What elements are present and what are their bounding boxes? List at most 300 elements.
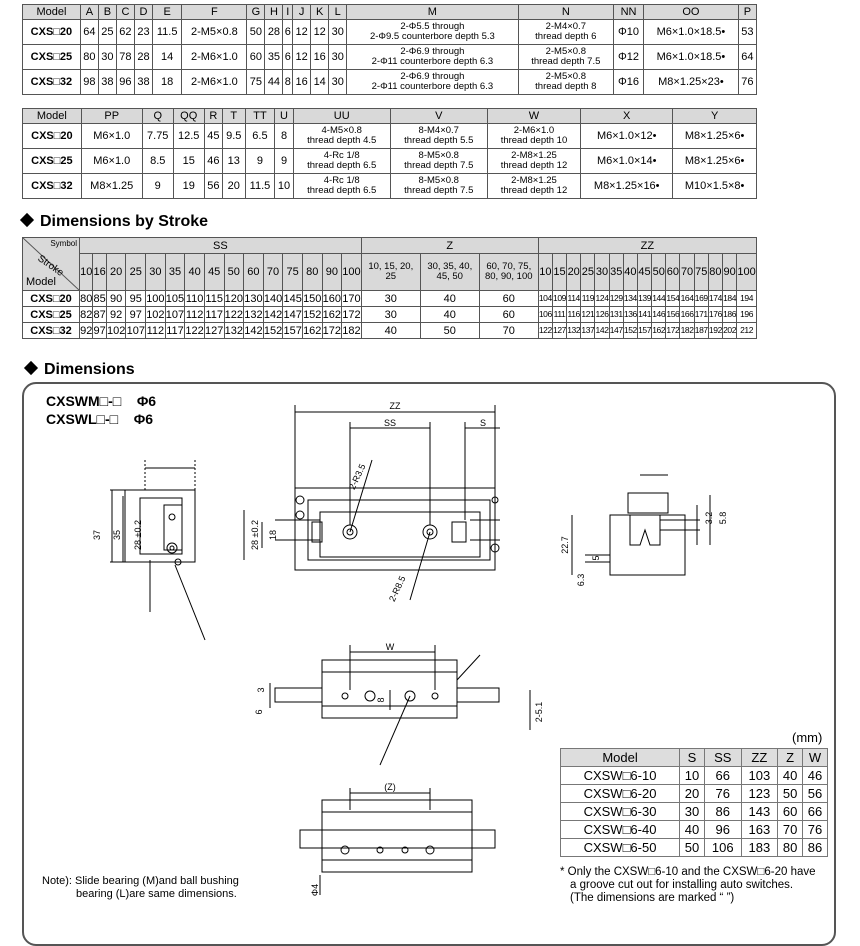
ss-value: 120 <box>224 292 243 305</box>
column-header: V <box>390 109 487 124</box>
zz-value: 126 <box>595 307 609 323</box>
table-cell: 76 <box>738 70 756 95</box>
size-value: 40 <box>680 821 705 839</box>
table-cell: M8×1.25×16• <box>581 174 673 199</box>
table-cell: 2-M5×0.8 <box>182 20 247 45</box>
table-cell: 25 <box>98 20 116 45</box>
size-value: 66 <box>803 803 828 821</box>
stroke-zz-header: 70 <box>680 254 694 291</box>
stroke-ss-header: 20 <box>106 254 126 291</box>
stroke-zz-header: 60 <box>666 254 680 291</box>
stroke-row <box>23 323 757 339</box>
column-header: H <box>265 5 283 20</box>
section-title-stroke <box>22 213 208 231</box>
zz-value: 164 <box>680 291 694 307</box>
stroke-ss-header: 45 <box>204 254 224 291</box>
ss-value: 115 <box>205 292 223 305</box>
table-cell: 23 <box>134 20 152 45</box>
dim-3: 3 <box>256 687 266 693</box>
column-header: TT <box>245 109 275 124</box>
table-cell: 2-M6×1.0 thread depth 10 <box>487 124 580 149</box>
stroke-zz-header: 90 <box>723 254 737 291</box>
table-cell: 14 <box>311 70 329 95</box>
size-value: 56 <box>803 785 828 803</box>
zz-value: 144 <box>652 291 666 307</box>
ss-value: 160 <box>322 292 342 305</box>
column-header: QQ <box>173 109 204 124</box>
table-cell: 2-M4×0.7 thread depth 6 <box>518 20 614 45</box>
stroke-row <box>23 307 757 323</box>
size-value: 106 <box>704 839 741 857</box>
zz-value: 176 <box>708 307 722 323</box>
dim-5: 5 <box>591 555 601 561</box>
table-cell: 19 <box>173 174 204 199</box>
ss-value: 110 <box>185 292 204 305</box>
table-cell: 9 <box>275 149 293 174</box>
table-cell: 2-Φ6.9 through 2-Φ11 counterbore depth 6.3 <box>347 45 518 70</box>
column-header: T <box>223 109 246 124</box>
column-header: Model <box>23 109 82 124</box>
zz-value: 192 <box>708 323 722 339</box>
group-ss: SS <box>80 238 362 254</box>
table-cell: 64 <box>80 20 98 45</box>
zz-value: 122 <box>538 323 552 339</box>
column-header: M <box>347 5 518 20</box>
stroke-z-header: 10, 15, 20, 25 <box>361 254 420 291</box>
zz-value: 187 <box>694 323 708 339</box>
size-row <box>561 767 828 785</box>
zz-value: 119 <box>581 291 595 307</box>
table-cell: 35 <box>265 45 283 70</box>
table-cell: 4-Rc 1/8 thread depth 6.5 <box>293 149 390 174</box>
zz-value: 157 <box>637 323 651 339</box>
ss-value: 182 <box>342 324 361 337</box>
ss-value: 162 <box>303 324 322 337</box>
dim-zz: ZZ <box>389 401 401 411</box>
column-header: R <box>204 109 222 124</box>
table-cell: Φ16 <box>614 70 644 95</box>
table-cell: M6×1.0 <box>81 149 142 174</box>
column-header: W <box>487 109 580 124</box>
ss-value: 152 <box>303 308 322 321</box>
table-cell: 12 <box>293 45 311 70</box>
column-header: UU <box>293 109 390 124</box>
table-cell: Φ12 <box>614 45 644 70</box>
table-cell: 4-Rc 1/8 thread depth 6.5 <box>293 174 390 199</box>
column-header: Q <box>142 109 173 124</box>
stroke-zz-header: 15 <box>552 254 566 291</box>
size-header: ZZ <box>741 749 778 767</box>
zz-value: 184 <box>723 291 737 307</box>
stroke-sub-header <box>23 254 757 291</box>
ss-value: 105 <box>165 292 185 305</box>
size-value: 46 <box>803 767 828 785</box>
zz-value: 196 <box>737 307 757 323</box>
model-size-1: Φ6 <box>136 393 157 409</box>
ss-value: 130 <box>244 292 263 305</box>
stroke-zz-header: 35 <box>609 254 623 291</box>
table-cell: 2-M6×1.0 <box>182 70 247 95</box>
stroke-zz-header: 75 <box>694 254 708 291</box>
model-cell: CXS□25 <box>23 45 81 70</box>
size-value: 10 <box>680 767 705 785</box>
column-header: B <box>98 5 116 20</box>
table-cell: 8 <box>275 124 293 149</box>
size-value: 20 <box>680 785 705 803</box>
column-header: N <box>518 5 614 20</box>
dim-5-8: 5.8 <box>718 511 728 525</box>
zz-value: 172 <box>666 323 680 339</box>
corner-stroke-label: Stroke <box>35 253 66 279</box>
table-cell: 80 <box>80 45 98 70</box>
size-value: 86 <box>704 803 741 821</box>
table-cell: 11.5 <box>152 20 181 45</box>
zz-value: 141 <box>637 307 651 323</box>
column-header: OO <box>644 5 739 20</box>
size-value: 50 <box>778 785 803 803</box>
column-header: F <box>182 5 247 20</box>
table-cell: 4-M5×0.8 thread depth 4.5 <box>293 124 390 149</box>
model-cell: CXS□32 <box>23 174 82 199</box>
ss-value: 102 <box>106 324 126 337</box>
size-header: S <box>680 749 705 767</box>
stroke-ss-header: 60 <box>244 254 264 291</box>
model-cell: CXS□25 <box>23 307 80 323</box>
column-header: PP <box>81 109 142 124</box>
model-line-1 <box>46 393 156 409</box>
stroke-zz-header: 40 <box>623 254 637 291</box>
table-cell: 15 <box>173 149 204 174</box>
ss-value: 107 <box>126 324 145 337</box>
z-value: 70 <box>479 323 538 339</box>
stroke-zz-header: 10 <box>538 254 552 291</box>
table-row <box>23 20 757 45</box>
diamond-bullet-icon <box>24 361 38 375</box>
zz-value: 212 <box>737 323 757 339</box>
ss-value: 150 <box>303 292 322 305</box>
size-value: 80 <box>778 839 803 857</box>
table-cell: 16 <box>293 70 311 95</box>
dim-18: 18 <box>268 529 278 541</box>
table-row <box>23 149 757 174</box>
corner-cell <box>23 238 80 291</box>
dim-35: 35 <box>112 529 122 541</box>
column-header: D <box>134 5 152 20</box>
stroke-ss-header: 10 <box>80 254 93 291</box>
table-cell: 46 <box>204 149 222 174</box>
zz-value: 137 <box>581 323 595 339</box>
dim-w: W <box>385 642 395 652</box>
column-header: J <box>293 5 311 20</box>
table-cell: 62 <box>116 20 134 45</box>
zz-value: 169 <box>694 291 708 307</box>
table-cell: 12.5 <box>173 124 204 149</box>
table-cell: 2-M8×1.25 thread depth 12 <box>487 149 580 174</box>
size-model: CXSW□6-20 <box>561 785 680 803</box>
z-value: 40 <box>420 307 479 323</box>
ss-value: 92 <box>106 307 126 323</box>
corner-model-label: Model <box>26 276 56 288</box>
table-cell: 28 <box>134 45 152 70</box>
column-header: P <box>738 5 756 20</box>
ss-value: 112 <box>146 324 165 337</box>
dim-2-5-1: 2-5.1 <box>534 701 544 723</box>
table-header-row <box>23 5 757 20</box>
table-cell: 11.5 <box>245 174 275 199</box>
size-header: Z <box>778 749 803 767</box>
z-value: 50 <box>420 323 479 339</box>
table-cell: 2-M5×0.8 thread depth 8 <box>518 70 614 95</box>
dim-37: 37 <box>92 529 102 541</box>
zz-value: 186 <box>723 307 737 323</box>
group-z: Z <box>361 238 538 254</box>
size-header: W <box>803 749 828 767</box>
table-cell: 30 <box>329 20 347 45</box>
ss-value: 85 <box>93 292 106 305</box>
zz-value: 121 <box>581 307 595 323</box>
ss-value: 107 <box>165 308 185 321</box>
stroke-ss-header: 70 <box>263 254 283 291</box>
stroke-ss-header: 16 <box>93 254 106 291</box>
table-cell: 8-M4×0.7 thread depth 5.5 <box>390 124 487 149</box>
table-cell: 9 <box>142 174 173 199</box>
size-value: 163 <box>741 821 778 839</box>
table-cell: 9.5 <box>223 124 246 149</box>
stroke-ss-header: 25 <box>126 254 146 291</box>
table-cell: M6×1.0×18.5• <box>644 20 739 45</box>
table-cell: 6.5 <box>245 124 275 149</box>
table-cell: 13 <box>223 149 246 174</box>
zz-value: 162 <box>652 323 666 339</box>
stroke-table <box>22 237 757 339</box>
ss-value: 82 <box>80 308 93 321</box>
zz-value: 111 <box>552 307 566 323</box>
zz-value: 132 <box>567 323 581 339</box>
stroke-z-header: 30, 35, 40, 45, 50 <box>420 254 479 291</box>
size-value: 103 <box>741 767 778 785</box>
table-cell: 78 <box>116 45 134 70</box>
column-header: NN <box>614 5 644 20</box>
zz-value: 142 <box>595 323 609 339</box>
table-cell: 50 <box>247 20 265 45</box>
stroke-ss-header: 35 <box>165 254 185 291</box>
stroke-ss-header: 40 <box>185 254 205 291</box>
column-header: C <box>116 5 134 20</box>
model-cell: CXS□32 <box>23 70 81 95</box>
size-value: 76 <box>803 821 828 839</box>
ss-value: 80 <box>80 292 93 305</box>
column-header: K <box>311 5 329 20</box>
model-line-2 <box>46 411 153 427</box>
table-cell: 8-M5×0.8 thread depth 7.5 <box>390 149 487 174</box>
table-cell: 2-M8×1.25 thread depth 12 <box>487 174 580 199</box>
stroke-ss-header: 90 <box>322 254 342 291</box>
column-header: Model <box>23 5 81 20</box>
table-cell: 6 <box>283 45 293 70</box>
stroke-group-header <box>23 238 757 254</box>
size-row <box>561 821 828 839</box>
dim-6-3: 6.3 <box>576 573 586 587</box>
ss-value: 92 <box>80 324 93 337</box>
zz-value: 104 <box>538 291 552 307</box>
model-cell: CXS□32 <box>23 323 80 339</box>
ss-value: 162 <box>322 308 342 321</box>
size-value: 76 <box>704 785 741 803</box>
dim-6: 6 <box>254 709 264 715</box>
ss-value: 142 <box>263 308 283 321</box>
size-value: 60 <box>778 803 803 821</box>
stroke-zz-header: 20 <box>567 254 581 291</box>
note-right-line-1: * Only the CXSW□6-10 and the CXSW□6-20 have <box>560 866 816 878</box>
note-left-line-2: bearing (L)are same dimensions. <box>76 888 237 900</box>
table-cell: Φ10 <box>614 20 644 45</box>
model-code-2: CXSWL□-□ <box>46 411 119 427</box>
zz-value: 136 <box>623 307 637 323</box>
zz-value: 109 <box>552 291 566 307</box>
dim-28-left: 28 ±0.2 <box>133 520 143 550</box>
size-table-header <box>561 749 828 767</box>
table-cell: 9 <box>245 149 275 174</box>
zz-value: 124 <box>595 291 609 307</box>
zz-value: 139 <box>637 291 651 307</box>
table-cell: 20 <box>223 174 246 199</box>
stroke-zz-header: 50 <box>652 254 666 291</box>
table-cell: M8×1.25 <box>81 174 142 199</box>
ss-value: 97 <box>126 307 146 323</box>
zz-value: 134 <box>623 291 637 307</box>
zz-value: 166 <box>680 307 694 323</box>
z-value: 30 <box>361 291 420 307</box>
zz-value: 202 <box>723 323 737 339</box>
size-row <box>561 839 828 857</box>
model-cell: CXS□20 <box>23 20 81 45</box>
table-cell: 30 <box>329 45 347 70</box>
zz-value: 131 <box>609 307 623 323</box>
table-cell: M8×1.25×23• <box>644 70 739 95</box>
zz-value: 127 <box>552 323 566 339</box>
dim-3-2: 3.2 <box>704 511 714 525</box>
table-cell: 6 <box>283 20 293 45</box>
column-header: G <box>247 5 265 20</box>
table-cell: M8×1.25×6• <box>673 124 757 149</box>
column-header: A <box>80 5 98 20</box>
size-header: SS <box>704 749 741 767</box>
size-value: 96 <box>704 821 741 839</box>
section-title-dimensions <box>26 361 135 379</box>
zz-value: 146 <box>652 307 666 323</box>
column-header: E <box>152 5 181 20</box>
zz-value: 152 <box>623 323 637 339</box>
table-cell: 45 <box>204 124 222 149</box>
table-cell: M10×1.5×8• <box>673 174 757 199</box>
stroke-ss-header: 100 <box>342 254 362 291</box>
table-cell: M8×1.25×6• <box>673 149 757 174</box>
zz-value: 156 <box>666 307 680 323</box>
size-value: 123 <box>741 785 778 803</box>
stroke-zz-header: 25 <box>581 254 595 291</box>
ss-value: 122 <box>224 308 243 321</box>
ss-value: 147 <box>283 308 302 321</box>
stroke-ss-header: 50 <box>224 254 244 291</box>
note-right <box>560 866 816 905</box>
size-value: 86 <box>803 839 828 857</box>
size-model: CXSW□6-30 <box>561 803 680 821</box>
table-cell: 96 <box>116 70 134 95</box>
stroke-title: Dimensions by Stroke <box>40 213 209 230</box>
table-cell: 28 <box>265 20 283 45</box>
table-cell: 98 <box>80 70 98 95</box>
table-cell: 75 <box>247 70 265 95</box>
group-zz: ZZ <box>538 238 756 254</box>
zz-value: 182 <box>680 323 694 339</box>
model-size-2: Φ6 <box>133 411 153 427</box>
z-value: 40 <box>361 323 420 339</box>
dimension-table-2 <box>22 108 757 199</box>
model-code-1: CXSWM□-□ <box>46 393 122 409</box>
ss-value: 97 <box>93 324 106 337</box>
dim-22-7: 22.7 <box>560 536 570 554</box>
model-cell: CXS□20 <box>23 291 80 307</box>
zz-value: 116 <box>567 307 581 323</box>
dim-r3-5: 2-R3.5 <box>347 462 368 492</box>
table-cell: 10 <box>275 174 293 199</box>
table-cell: 64 <box>738 45 756 70</box>
stroke-zz-header: 80 <box>708 254 722 291</box>
column-header: I <box>283 5 293 20</box>
size-value: 183 <box>741 839 778 857</box>
size-model: CXSW□6-40 <box>561 821 680 839</box>
table-cell: 2-M5×0.8 thread depth 7.5 <box>518 45 614 70</box>
stroke-ss-header: 80 <box>302 254 322 291</box>
ss-value: 142 <box>244 324 263 337</box>
ss-value: 87 <box>93 308 106 321</box>
size-row <box>561 803 828 821</box>
size-value: 50 <box>680 839 705 857</box>
table-cell: 30 <box>329 70 347 95</box>
ss-value: 172 <box>342 308 361 321</box>
ss-value: 117 <box>166 324 184 337</box>
table-cell: 38 <box>134 70 152 95</box>
table-row <box>23 174 757 199</box>
dim-r8-5: 2-R8.5 <box>387 574 408 604</box>
dim-s: S <box>479 418 487 428</box>
ss-value: 122 <box>185 324 204 337</box>
dim-ss: SS <box>383 418 397 428</box>
stroke-ss-header: 75 <box>283 254 303 291</box>
ss-value: 152 <box>263 324 283 337</box>
table-cell: 38 <box>98 70 116 95</box>
size-value: 66 <box>704 767 741 785</box>
table-cell: 2-M6×1.0 <box>182 45 247 70</box>
model-cell: CXS□25 <box>23 149 82 174</box>
stroke-ss-header: 30 <box>146 254 166 291</box>
model-cell: CXS□20 <box>23 124 82 149</box>
z-value: 60 <box>479 291 538 307</box>
table-cell: 16 <box>311 45 329 70</box>
ss-value: 90 <box>106 291 126 307</box>
column-header: X <box>581 109 673 124</box>
ss-value: 145 <box>283 292 302 305</box>
dim-phi4: Φ4 <box>310 883 320 897</box>
stroke-zz-header: 100 <box>737 254 757 291</box>
table-cell: 30 <box>98 45 116 70</box>
size-model: CXSW□6-50 <box>561 839 680 857</box>
ss-value: 112 <box>185 308 204 321</box>
table-row <box>23 45 757 70</box>
ss-value: 100 <box>146 292 165 305</box>
table-row <box>23 124 757 149</box>
stroke-zz-header: 45 <box>637 254 651 291</box>
